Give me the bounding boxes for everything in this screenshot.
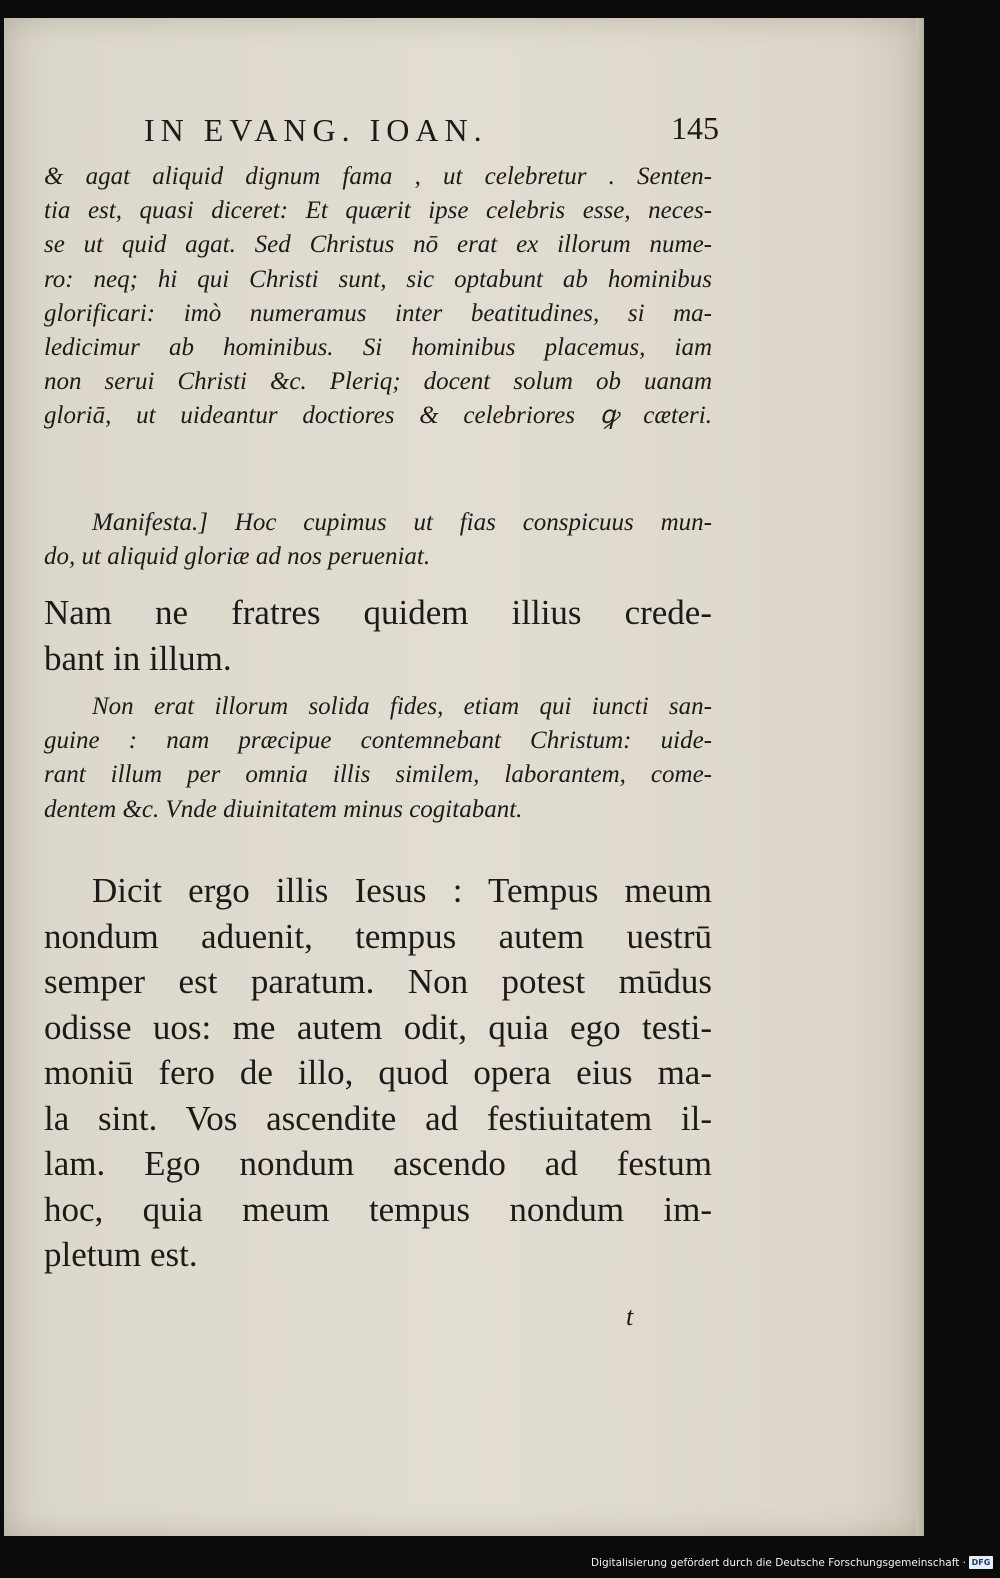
page-number: 145 [671,110,719,146]
text-line: & agat aliquid dignum fama , ut celebretur . Senten- [44,163,712,190]
text-line: tia est, quasi diceret: Et quærit ipse celebris esse, neces- [44,197,712,225]
text-line: Non erat illorum solida fides, etiam qui iuncti san- [92,693,712,720]
text-line: ledicimur ab hominibus. Si hominibus placemus, iam [44,334,712,362]
text-line: hoc, quia meum tempus nondum im- [44,1189,712,1229]
text-line: pletum est. [44,1235,198,1274]
text-line: guine : nam præcipue contemnebant Christum: uide- [44,727,712,755]
text-line: glorificari: imò numeramus inter beatitudines, si ma- [44,299,712,327]
page-edge [916,18,924,1536]
scripture-block-1 [44,590,712,681]
dfg-logo: DFG [969,1556,993,1569]
page-header [134,104,719,154]
catchword: t [626,1302,634,1331]
text-line: nondum aduenit, tempus autem uestrū [44,916,712,956]
text-line: se ut quid agat. Sed Christus nō erat ex illorum nume- [44,231,712,259]
book-page [4,18,924,1536]
commentary-block-2 [44,506,712,574]
text-line: rant illum per omnia illis similem, laborantem, come- [44,761,712,789]
scripture-block-2 [44,868,712,1278]
running-title: IN EVANG. IOAN. [144,112,488,148]
text-line: semper est paratum. Non potest mūdus [44,962,712,1001]
text-line: odisse uos: me autem odit, quia ego testi- [44,1007,712,1047]
text-line: lam. Ego nondum ascendo ad festum [44,1144,712,1183]
text-line: moniū fero de illo, quod opera eius ma- [44,1053,712,1092]
text-line: Dicit ergo illis Iesus : Tempus meum [92,871,712,910]
text-line: Manifesta.] Hoc cupimus ut fias conspicuus mun- [92,509,712,536]
text-line: bant in illum. [44,638,232,678]
digitization-credit: Digitalisierung gefördert durch die Deutsche Forschungsgemeinschaft · [590,1557,966,1569]
text-line: la sint. Vos ascendite ad festiuitatem il- [44,1098,712,1138]
text-line: non serui Christi &c. Pleriq; docent solum ob uanam [44,368,712,396]
commentary-block-3 [44,690,712,827]
text-line: gloriā, ut uideantur doctiores & celebriores ꝙ cæteri. [44,402,712,430]
text-line: Nam ne fratres quidem illius crede- [44,593,712,632]
text-line: ro: neq; hi qui Christi sunt, sic optabunt ab hominibus [44,265,712,293]
commentary-block-1 [44,160,712,434]
footer-bar [0,1549,1000,1578]
text-line: do, ut aliquid gloriæ ad nos perueniat. [44,543,431,571]
text-line: dentem &c. Vnde diuinitatem minus cogitabant. [44,795,523,823]
